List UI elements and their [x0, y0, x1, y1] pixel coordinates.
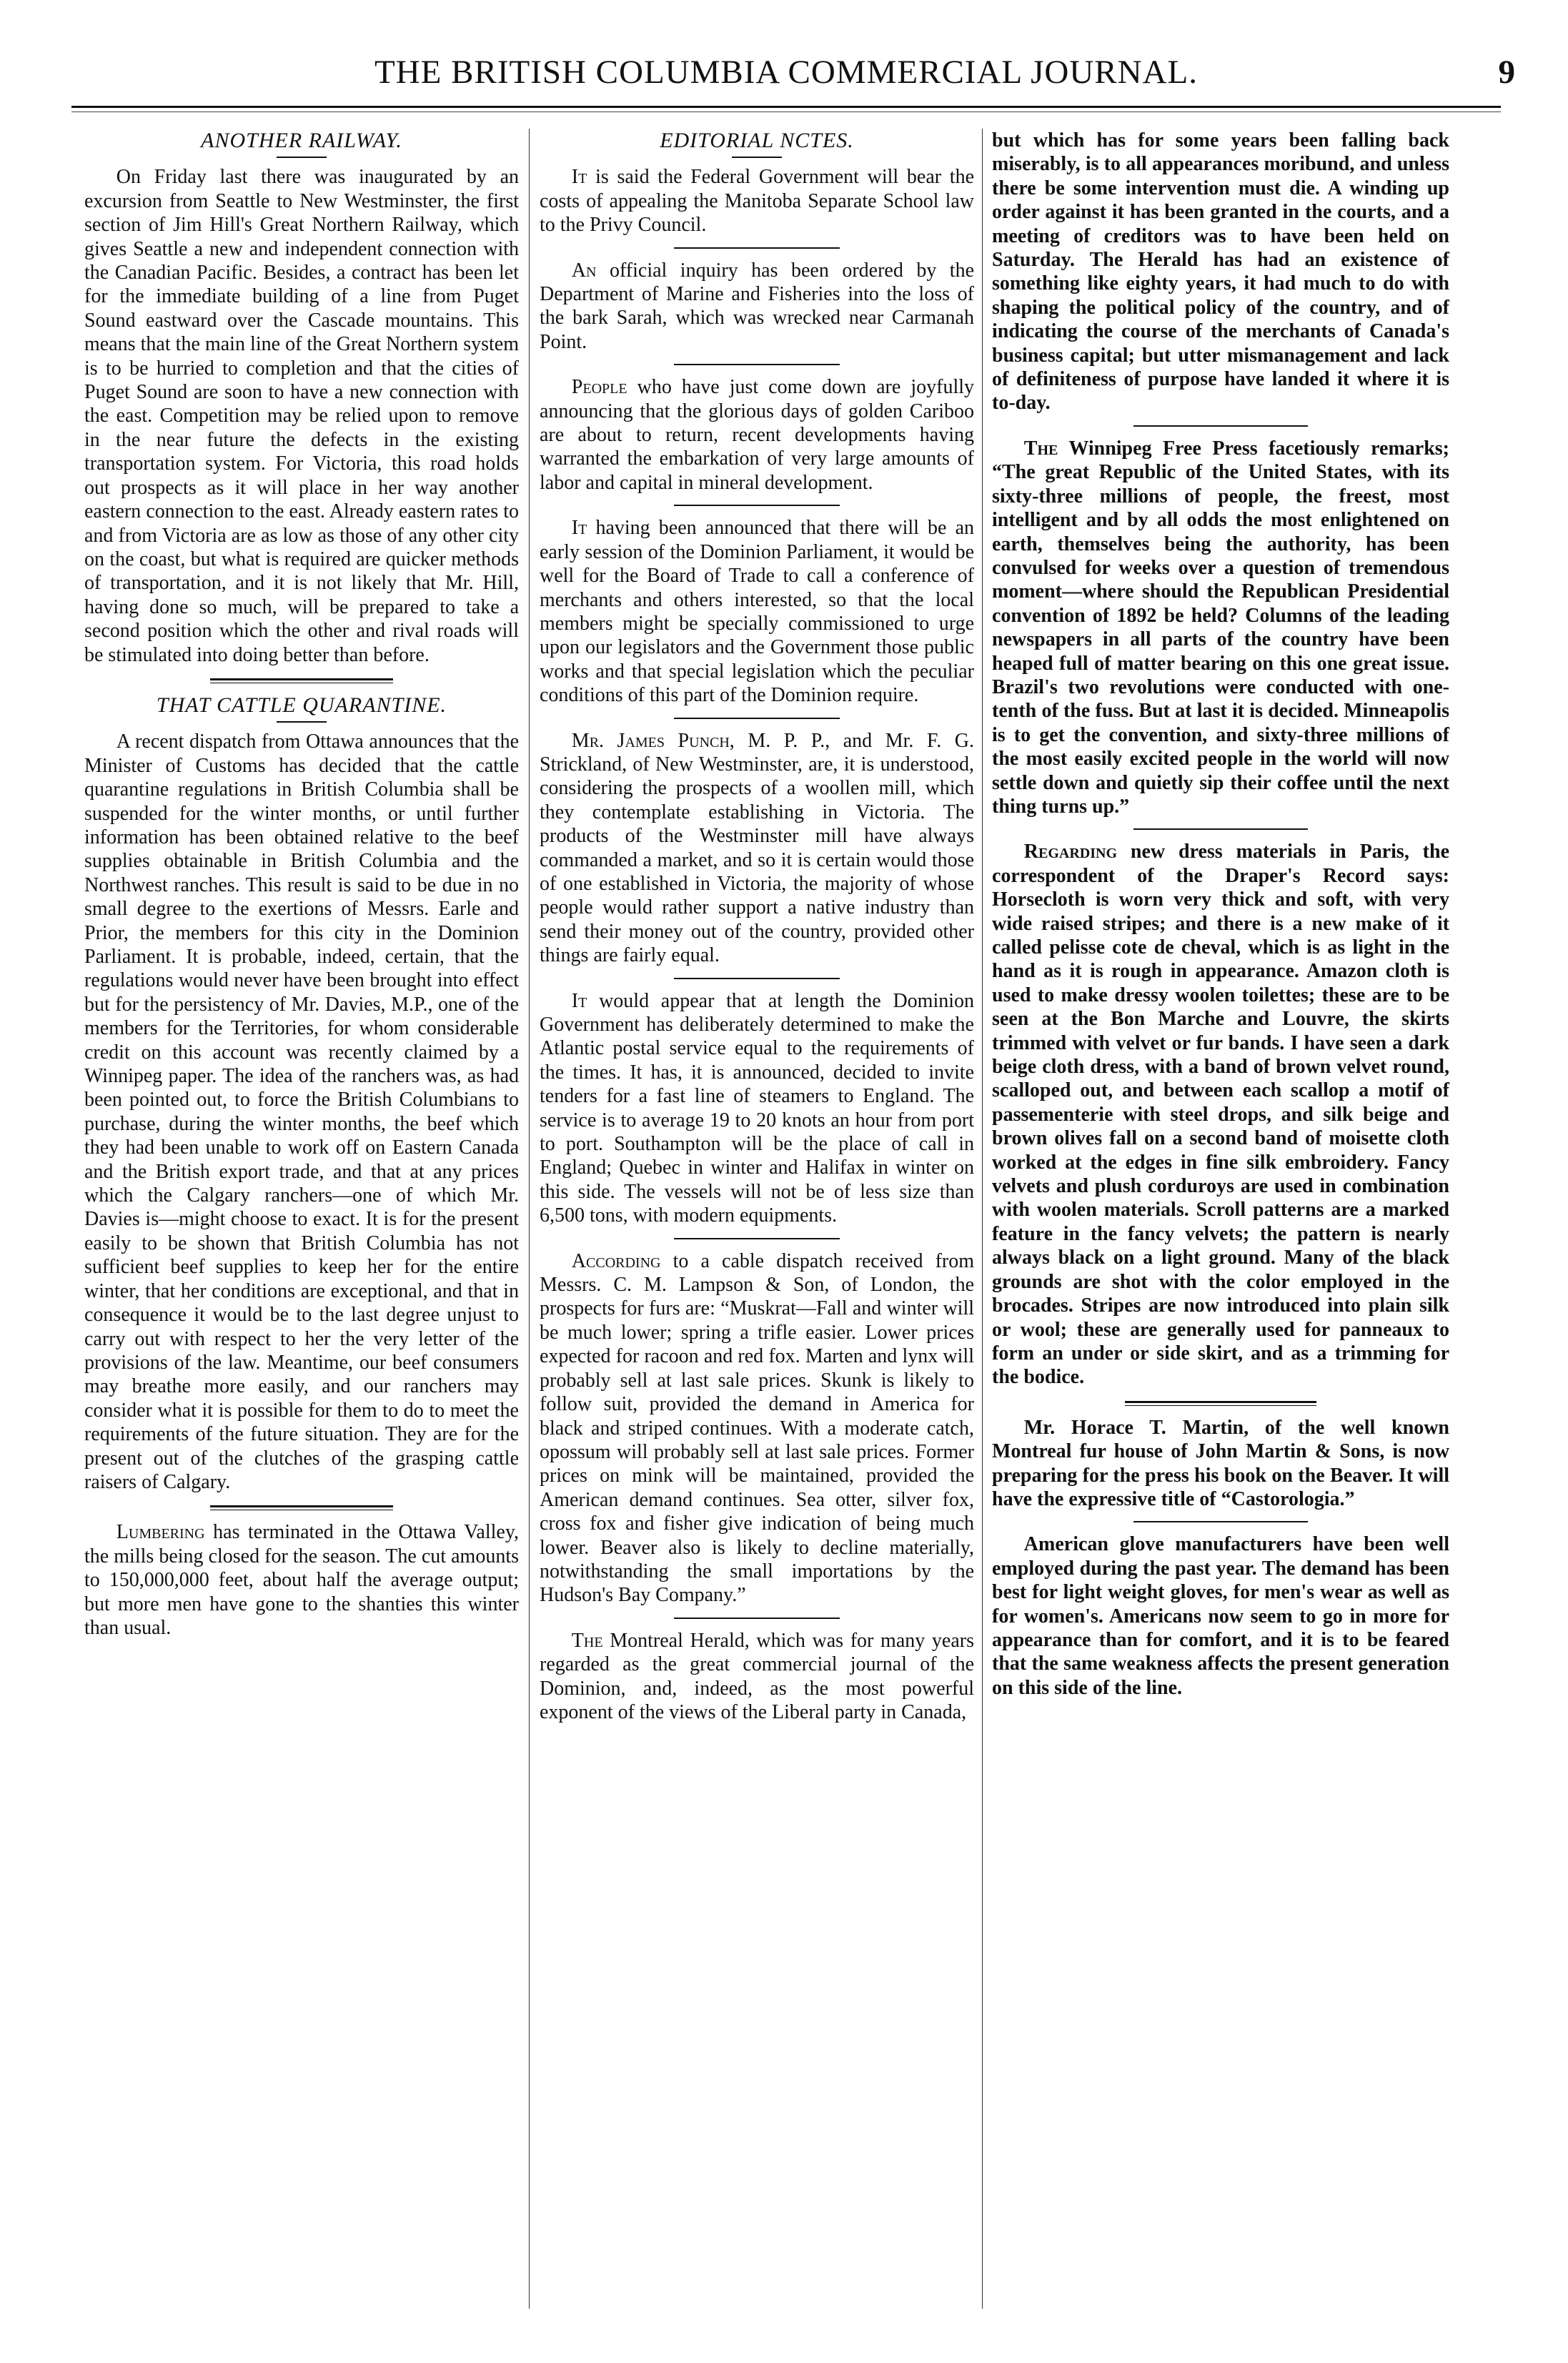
editorial-note: [540, 375, 974, 495]
paragraph-text: M. P. P., and Mr. F. G. Strickland, of New Westminster, are, it is understood, considering the prospects of a woollen mill, which they contemplate establishing in Victoria. The products of the Westminster mill have always commanded a market, and so it is certain would those of one established in Victoria, the majority of whose people would rather support a native industry than send their money out of the country, provided other things are fairly equal.: [540, 729, 974, 967]
editorial-note: [540, 516, 974, 707]
martin-note: Mr. Horace T. Martin, of the well known Montreal fur house of John Martin & Sons, is now preparing for the press his book on the Beaver. It will have the expressive title of “Castorologia.”: [992, 1416, 1449, 1510]
column-3: [992, 129, 1449, 1700]
title-dash: [277, 721, 327, 723]
column-1: [84, 129, 519, 1640]
article-body-cattle: A recent dispatch from Ottawa announces that the Minister of Customs has decided that the cattle quarantine regulations in British Columbia shall be suspended for the winter months, or until further information has been obtained relative to the beef supplies obtainable in British Columbia and the Northwest ranches. This result is said to be due in no small degree to the exertions of Messrs. Earle and Prior, the members for this city in the Dominion Parliament. It is probable, indeed, certain, that the regulations would never have been brought into effect but for the persistency of Mr. Davies, M.P., one of the members for the Territories, for whom considerable credit on this account was recently claimed by a Winnipeg paper. The idea of the ranchers was, as had been pointed out, to force the British Columbians to purchase, during the winter months, the beef which they had been unable to work off on Eastern Canada and the British export trade, and that at any prices which the Calgary ranchers—one of which Mr. Davies is—might choose to exact. It is for the present easily to be shown that British Columbia has not sufficient beef supplies to keep her for the entire winter, that her conditions are exceptional, and that in consequence it would be to the last degree unjust to carry out with respect to her the very letter of the provisions of the law. Meantime, our beef consumers may breathe more easily, and our ranchers may consider what it is possible for them to do to meet the requirements of the future situation. They are for the present out of the clutches of the grasping cattle raisers of Calgary.: [84, 730, 519, 1493]
lead-word: Lumbering: [116, 1521, 205, 1544]
note-rule: [1133, 425, 1307, 427]
journal-title: THE BRITISH COLUMBIA COMMERCIAL JOURNAL.: [374, 54, 1198, 91]
article-body-railway: On Friday last there was inaugurated by an excursion from Seattle to New Westminster, the first section of Jim Hill's Great Northern Railway, which gives Seattle a new and independent connection with the Canadian Pacific. Besides, a contract has been let for the immediate building of a line from Puget Sound eastward over the Cascade mountains. This means that the main line of the Great Northern system is to be hurried to completion and that the cities of Puget Sound are soon to have a new connection with the east. Competition may be relied upon to remove in the near future the defects in the existing transportation system. For Victoria, this road holds out prospects as it will place in her way another eastern connection to the east. Already eastern rates to and from Victoria are as low as those of any other city on the coast, but what is required are quicker methods of transportation, and it is not likely that Mr. Hill, having done so much, will be prepared to take a second position which the other and rival roads will be stimulated into doing better than before.: [84, 166, 519, 666]
note-rule: [674, 718, 839, 719]
paragraph-text: has terminated in the Ottawa Valley, the mills being closed for the season. The cut amounts to 150,000,000 feet, about half the average output; but more men have gone to the shanties this winter than usual.: [84, 1521, 519, 1639]
glove-note: American glove manufacturers have been well employed during the past year. The demand has been best for light weight gloves, for men's wear as well as for women's. Americans now seem to go in more for appearance than for comfort, and it is to be feared that the same weakness affects the present generation on this side of the line.: [992, 1533, 1449, 1699]
article-title-cattle: THAT CATTLE QUARANTINE.: [156, 693, 447, 717]
paragraph-text: new dress materials in Paris, the correspondent of the Draper's Record says: Horsecloth is worn very thick and soft, with very wide raised stripes; and there is a new make of it called pelisse cote de cheval, which is as light in the hand as it is rough in appearance. Amazon cloth is used to make dressy woolen toilettes; these are to be seen at the Bon Marche and Louvre, the skirts trimmed with velvet or fur bands. I have seen a dark beige cloth dress, with a band of brown velvet round, scalloped out, and between each scallop a motif of passementerie with steel drops, and silk beige and brown olives fall on a second band of moisette cloth worked at the edges in fine silk embroidery. Fancy velvets and plush corduroys are used in combination with woolen materials. Scroll patterns are a marked feature in the fancy velvets; the pattern is nearly always black on a light ground. Many of the black grounds are shot with the color employed in the brocades. Stripes are now introduced into plain silk or wool; these are generally used for panneaux to form an under or side skirt, and as a trimming for the bodice.: [992, 841, 1450, 1389]
lead-word: People: [571, 376, 627, 399]
title-dash: [277, 157, 327, 158]
note-rule: [674, 1238, 839, 1239]
paragraph-text: to a cable dispatch received from Messrs. C. M. Lampson & Son, of London, the prospects for furs are: “Muskrat—Fall and winter will be much lower; spring a trifle easier. Lower prices expected for racoon and red fox. Marten and lynx will probably sell at last sale prices. Skunk is likely to follow suit, provided the demand in America for black and striped continues. With a moderate catch, opossum will probably sell at last sale prices. Former prices on mink will be maintained, provided the American demand continues. Sea otter, silver fox, cross fox and fisher give indication of being much lower. Beaver also is likely to decline materially, notwithstanding the small importations by the Hudson's Bay Company.”: [540, 1249, 975, 1607]
note-rule: [674, 247, 839, 249]
free-press-note: [992, 437, 1449, 819]
paragraph-text: Winnipeg Free Press facetiously remarks; “The great Republic of the United States, with its sixty-three millions of people, the freest, most intelligent and by all odds the most enlightened on earth, themselves being the authority, has been convulsed for weeks over a question of tremendous moment—where should the Republican Presidential convention of 1892 be held? Columns of the leading newspapers in all parts of the country have been heaped full of matter bearing on this one great issue. Brazil's two revolutions were conducted with one-tenth of the fuss. But at last it is decided. Minneapolis is to get the convention, and sixty-three millions of the most easily excited people in the world will now settle down and quietly sip their coffee until the next thing turns up.”: [992, 437, 1450, 818]
lead-word: The: [571, 1629, 603, 1652]
note-rule: [1133, 1521, 1307, 1522]
note-rule: [674, 1618, 839, 1619]
editorial-note: [540, 1629, 974, 1725]
lead-word: The: [1023, 437, 1058, 460]
editorial-note: [540, 165, 974, 237]
note-rule: [674, 364, 839, 365]
paragraph-text: having been announced that there will be an early session of the Dominion Parliament, it would be well for the Board of Trade to call a conference of merchants and others interested, so that the local members might be specially commissioned to urge upon our legislators and the Government those public works and that special legislation which the peculiar conditions of this part of the Dominion require.: [540, 517, 974, 707]
lead-word: Mr. James Punch,: [571, 729, 735, 752]
article-title-railway: ANOTHER RAILWAY.: [201, 129, 402, 152]
lead-word: It: [571, 989, 587, 1012]
section-rule: [210, 1505, 392, 1510]
herald-continuation: but which has for some years been falling back miserably, is to all appearances moribund, and unless there be some intervention must die. A winding up order against it has been granted in the courts, and a meeting of creditors was to have been held on Saturday. The Herald has had an existence of something like eighty years, it had much to do with shaping the political policy of the country, and of indicating the course of the merchants of Canada's business capital; but utter mismanagement and lack of definiteness of purpose have landed it where it is to-day.: [992, 129, 1449, 415]
note-rule: [1133, 828, 1307, 830]
editorial-note: [540, 729, 974, 968]
editorial-note: [540, 1249, 974, 1607]
lead-word: An: [571, 259, 597, 282]
lead-word: Regarding: [1023, 841, 1118, 863]
title-dash: [732, 157, 782, 158]
lead-word: It: [571, 517, 587, 540]
paragraph-text: Montreal Herald, which was for many years regarded as the great commercial journal of the Dominion, and, indeed, as the most powerful exponent of the views of the Liberal party in Canada,: [540, 1629, 975, 1723]
page-header: [71, 33, 1515, 97]
editorial-note: [540, 259, 974, 355]
paragraph-text: who have just come down are joyfully announcing that the glorious days of golden Cariboo are about to return, recent developments having warranted the embarkation of very large amounts of labor and capital in mineral development.: [540, 376, 975, 494]
paragraph-text: official inquiry has been ordered by the Department of Marine and Fisheries into the loss of the bark Sarah, which was wrecked near Carmanah Point.: [540, 259, 975, 353]
note-rule: [674, 505, 839, 506]
column-2: [540, 129, 974, 1724]
page-number: 9: [1498, 54, 1515, 91]
lead-word: According: [571, 1249, 661, 1272]
column-divider: [529, 129, 530, 2309]
section-rule: [1125, 1401, 1317, 1406]
section-rule: [210, 678, 392, 683]
header-rule: [71, 106, 1501, 108]
column-divider: [982, 129, 983, 2309]
article-title-editorial: EDITORIAL NCTES.: [660, 129, 854, 152]
paragraph-text: is said the Federal Government will bear the costs of appealing the Manitoba Separate School law to the Privy Council.: [540, 166, 974, 237]
lead-word: It: [571, 166, 587, 189]
article-body-lumbering: [84, 1520, 519, 1640]
paragraph-text: would appear that at length the Dominion Government has deliberately determined to make the Atlantic postal service equal to the requirements of the times. It has, it is announced, decided to invite tenders for a fast line of steamers to England. The service is to average 19 to 20 knots an hour from port to port. Southampton will be the place of call in England; Quebec in winter and Halifax in winter on this side. The vessels will not be of less size than 6,500 tons, with modern equipments.: [540, 989, 974, 1227]
dress-materials-note: [992, 840, 1449, 1389]
note-rule: [674, 978, 839, 979]
editorial-note: [540, 989, 974, 1228]
